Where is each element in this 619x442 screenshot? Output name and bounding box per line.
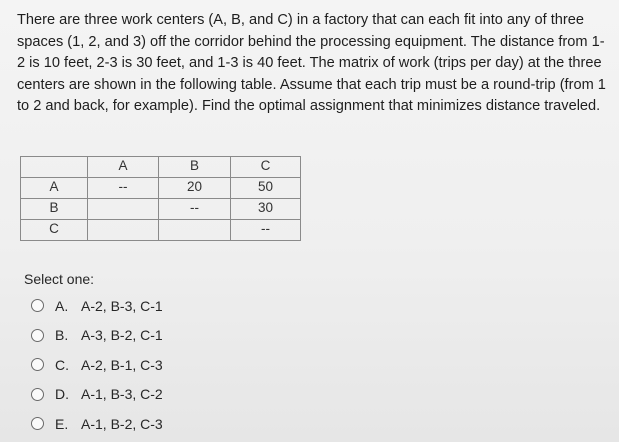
option-letter: E. (55, 415, 69, 432)
answer-option-e[interactable] (31, 409, 163, 439)
answer-option-c[interactable] (31, 350, 163, 380)
select-one-label: Select one: (24, 271, 95, 287)
radio-button-icon[interactable] (31, 417, 44, 430)
answer-option-b[interactable] (31, 321, 163, 351)
table-cell (88, 220, 159, 241)
table-cell: -- (231, 220, 301, 241)
table-row-label: C (21, 220, 88, 241)
table-row (21, 199, 301, 220)
table-cell: -- (159, 199, 231, 220)
table-cell: 50 (231, 178, 301, 199)
question-text: There are three work centers (A, B, and C) in a factory that can each fit into any of three spaces (1, 2, and 3) off the corridor behind the processing equipment. The distance from 1-2 is 10 feet, 2-3 is 30 feet, and 1-3 is 40 feet. The matrix of work (trips per day) at the three centers are shown in the following table. Assume that each trip must be a round-trip (from 1 to 2 and back, for example). Find the optimal assignment that minimizes distance traveled. (17, 12, 606, 115)
radio-button-icon[interactable] (31, 329, 44, 342)
radio-button-icon[interactable] (31, 388, 44, 401)
option-text: A-1, B-2, C-3 (81, 415, 163, 432)
table-row (21, 220, 301, 241)
table-row-label: A (21, 178, 88, 199)
table-header-row (21, 157, 301, 178)
answer-option-a[interactable] (31, 291, 163, 321)
option-text: A-2, B-1, C-3 (81, 356, 163, 373)
table-cell (159, 220, 231, 241)
table-cell: 30 (231, 199, 301, 220)
option-text: A-3, B-2, C-1 (81, 327, 163, 344)
table-row-label: B (21, 199, 88, 220)
table-corner-cell (21, 157, 88, 178)
option-letter: A. (55, 297, 69, 314)
radio-button-icon[interactable] (31, 358, 44, 371)
table-cell (88, 199, 159, 220)
option-letter: D. (55, 386, 69, 403)
answer-option-d[interactable] (31, 380, 163, 410)
table-header-cell: B (159, 157, 231, 178)
option-letter: B. (55, 327, 69, 344)
option-text: A-2, B-3, C-1 (81, 297, 163, 314)
trip-matrix-table (20, 156, 301, 241)
option-text: A-1, B-3, C-2 (81, 386, 163, 403)
table-header-cell: A (88, 157, 159, 178)
table-cell: 20 (159, 178, 231, 199)
answer-options (31, 291, 163, 439)
table-row (21, 178, 301, 199)
table-header-cell: C (231, 157, 301, 178)
table-cell: -- (88, 178, 159, 199)
option-letter: C. (55, 356, 69, 373)
radio-button-icon[interactable] (31, 299, 44, 312)
